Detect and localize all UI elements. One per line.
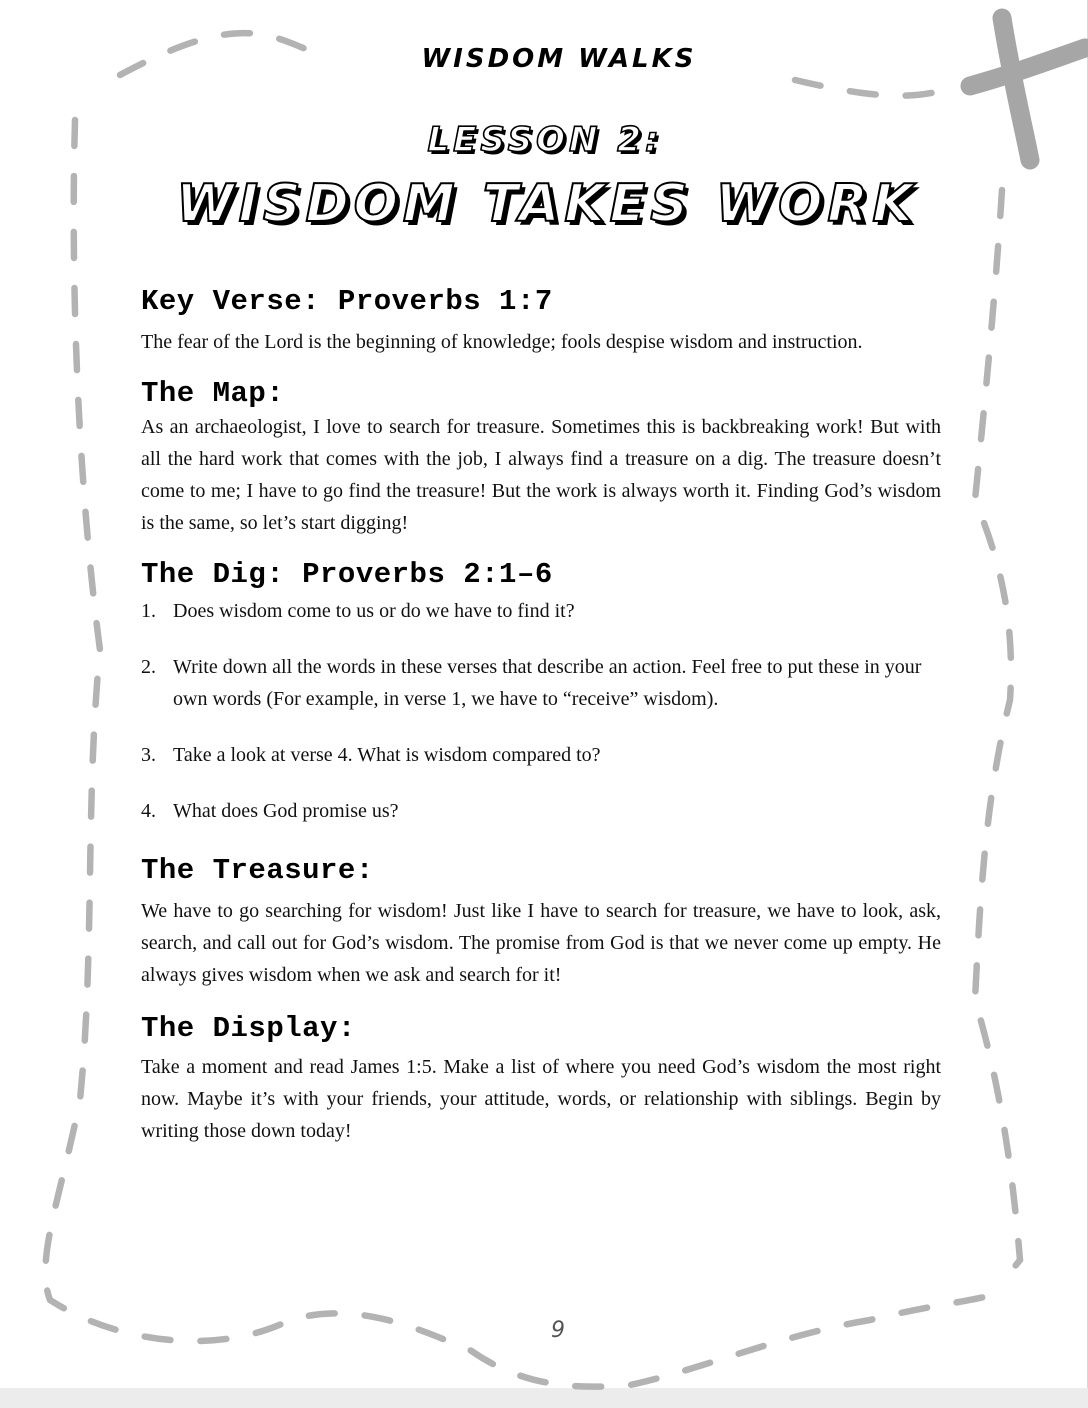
- question-number: 1.: [141, 600, 156, 622]
- question-item: [141, 795, 941, 827]
- lesson-title: WISDOM TAKES WORK: [176, 174, 918, 234]
- lesson-number: LESSON 2:: [427, 120, 663, 160]
- question-text: Write down all the words in these verses that describe an action. Feel free to put these in your own words (For example, in verse 1, we have to “receive” wisdom).: [173, 656, 922, 710]
- question-text: Does wisdom come to us or do we have to find it?: [173, 600, 575, 622]
- display-text: Take a moment and read James 1:5. Make a list of where you need God’s wisdom the most right now. Maybe it’s with your friends, your attitude, words, or relationship with siblings. Begin by writing those down today!: [141, 1056, 941, 1142]
- dig-section: [141, 555, 941, 827]
- display-section: [141, 1007, 941, 1147]
- question-text: Take a look at verse 4. What is wisdom compared to?: [173, 744, 601, 766]
- map-text: As an archaeologist, I love to search for treasure. Sometimes this is backbreaking work! But with all the hard work that comes with the job, I always find a treasure on a dig. The treasure doesn’t come to me; I have to go find the treasure! But the work is always worth it. Finding God’s wisdom is the same, so let’s start digging!: [141, 416, 941, 534]
- key-verse-heading: Key Verse: Proverbs 1:7: [141, 285, 553, 318]
- question-list: [141, 595, 941, 827]
- question-item: [141, 739, 941, 771]
- treasure-section: [141, 851, 941, 991]
- display-heading: The Display:: [141, 1012, 356, 1045]
- map-heading: The Map:: [141, 377, 285, 410]
- question-number: 2.: [141, 656, 156, 678]
- question-number: 3.: [141, 744, 156, 766]
- key-verse-text: The fear of the Lord is the beginning of knowledge; fools despise wisdom and instruction.: [141, 331, 863, 353]
- dig-heading: The Dig: Proverbs 2:1–6: [141, 558, 553, 591]
- treasure-text: We have to go searching for wisdom! Just like I have to search for treasure, we have to look, ask, search, and call out for God’s wisdom. The promise from God is that we never come up empty. He always gives wisdom when we ask and search for it!: [141, 900, 941, 986]
- map-section: [141, 375, 941, 539]
- treasure-heading: The Treasure:: [141, 854, 374, 887]
- key-verse-section: [141, 280, 941, 358]
- page-number: 9: [551, 1318, 565, 1343]
- question-number: 4.: [141, 800, 156, 822]
- question-item: [141, 651, 941, 715]
- book-title: WISDOM WALKS: [421, 44, 697, 74]
- question-text: What does God promise us?: [173, 800, 399, 822]
- lesson-content: [141, 280, 941, 1147]
- question-item: [141, 595, 941, 627]
